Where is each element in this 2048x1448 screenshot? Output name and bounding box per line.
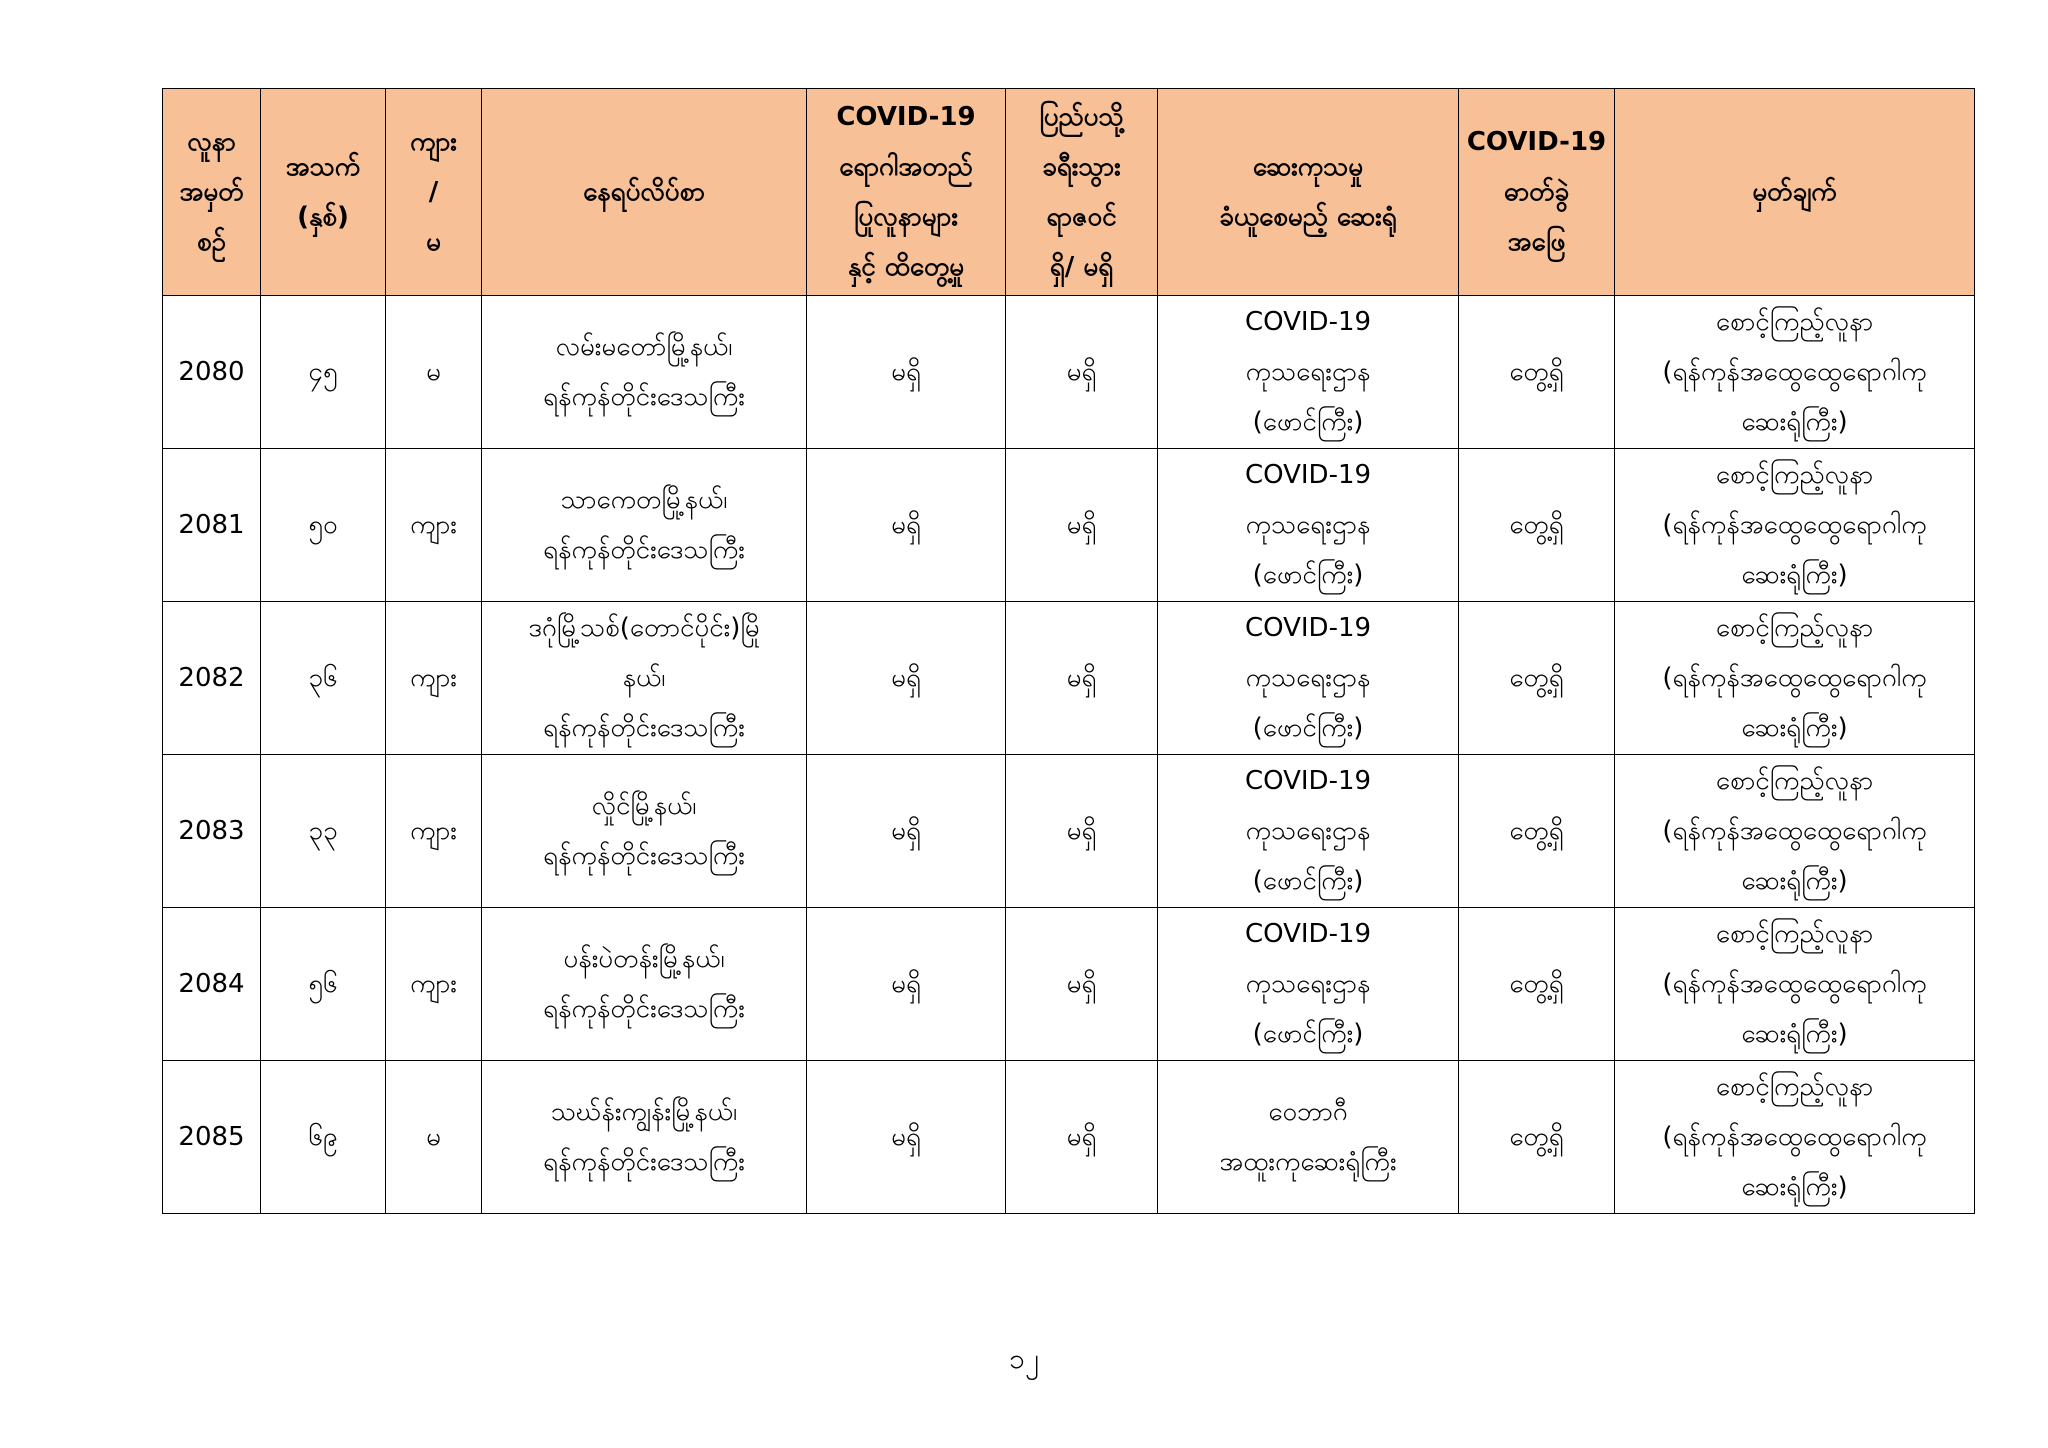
- cell-remarks: စောင့်ကြည့်လူနာ (ရန်ကုန်အထွေထွေရောဂါကု ဆေးရုံကြီး): [1615, 1061, 1975, 1214]
- cell-hospital: COVID-19 ကုသရေးဌာန (ဖောင်ကြီး): [1158, 449, 1459, 602]
- table-header-row: [163, 89, 1975, 296]
- cell-case-number: 2085: [163, 1061, 261, 1214]
- header-sex: ကျား / မ: [386, 89, 482, 296]
- cell-remarks: စောင့်ကြည့်လူနာ (ရန်ကုန်အထွေထွေရောဂါကု ဆေးရုံကြီး): [1615, 449, 1975, 602]
- cell-sex: မ: [386, 1061, 482, 1214]
- cell-travel-history: မရှိ: [1006, 908, 1158, 1061]
- header-hospital: ဆေးကုသမှု ခံယူစေမည့် ဆေးရုံ: [1158, 89, 1459, 296]
- cell-lab-result: တွေ့ရှိ: [1459, 296, 1615, 449]
- cell-case-number: 2082: [163, 602, 261, 755]
- cell-remarks: စောင့်ကြည့်လူနာ (ရန်ကုန်အထွေထွေရောဂါကု ဆေးရုံကြီး): [1615, 908, 1975, 1061]
- cell-lab-result: တွေ့ရှိ: [1459, 1061, 1615, 1214]
- cell-contact: မရှိ: [807, 755, 1006, 908]
- cell-travel-history: မရှိ: [1006, 449, 1158, 602]
- covid-cases-table: [162, 88, 1975, 1214]
- header-remarks: မှတ်ချက်: [1615, 89, 1975, 296]
- cell-hospital: COVID-19 ကုသရေးဌာန (ဖောင်ကြီး): [1158, 602, 1459, 755]
- cell-sex: မ: [386, 296, 482, 449]
- cell-contact: မရှိ: [807, 449, 1006, 602]
- cell-travel-history: မရှိ: [1006, 602, 1158, 755]
- page-number: ၁၂: [1009, 1342, 1039, 1375]
- cell-lab-result: တွေ့ရှိ: [1459, 602, 1615, 755]
- cell-lab-result: တွေ့ရှိ: [1459, 449, 1615, 602]
- header-travel-history: ပြည်ပသို့ ခရီးသွား ရာဇဝင် ရှိ/ မရှိ: [1006, 89, 1158, 296]
- header-age: အသက် (နှစ်): [261, 89, 386, 296]
- cell-address: ဒဂုံမြို့သစ်(တောင်ပိုင်း)မြို နယ်၊ ရန်ကုန်တိုင်းဒေသကြီး: [482, 602, 807, 755]
- cell-age: ၃၃: [261, 755, 386, 908]
- cell-age: ၅၆: [261, 908, 386, 1061]
- header-address: နေရပ်လိပ်စာ: [482, 89, 807, 296]
- cases-table-container: [162, 88, 1974, 1214]
- cell-travel-history: မရှိ: [1006, 755, 1158, 908]
- cell-lab-result: တွေ့ရှိ: [1459, 908, 1615, 1061]
- cell-contact: မရှိ: [807, 602, 1006, 755]
- cell-address: သာကေတမြို့နယ်၊ ရန်ကုန်တိုင်းဒေသကြီး: [482, 449, 807, 602]
- cell-travel-history: မရှိ: [1006, 1061, 1158, 1214]
- cell-age: ၄၅: [261, 296, 386, 449]
- table-row: [163, 908, 1975, 1061]
- cell-remarks: စောင့်ကြည့်လူနာ (ရန်ကုန်အထွေထွေရောဂါကု ဆေးရုံကြီး): [1615, 755, 1975, 908]
- cell-lab-result: တွေ့ရှိ: [1459, 755, 1615, 908]
- cell-hospital: COVID-19 ကုသရေးဌာန (ဖောင်ကြီး): [1158, 908, 1459, 1061]
- cell-sex: ကျား: [386, 602, 482, 755]
- cell-contact: မရှိ: [807, 1061, 1006, 1214]
- table-row: [163, 1061, 1975, 1214]
- cell-case-number: 2084: [163, 908, 261, 1061]
- cell-age: ၆၉: [261, 1061, 386, 1214]
- cell-sex: ကျား: [386, 449, 482, 602]
- cell-age: ၃၆: [261, 602, 386, 755]
- cell-contact: မရှိ: [807, 296, 1006, 449]
- cell-contact: မရှိ: [807, 908, 1006, 1061]
- cell-address: လှိုင်မြို့နယ်၊ ရန်ကုန်တိုင်းဒေသကြီး: [482, 755, 807, 908]
- cell-remarks: စောင့်ကြည့်လူနာ (ရန်ကုန်အထွေထွေရောဂါကု ဆေးရုံကြီး): [1615, 296, 1975, 449]
- table-row: [163, 602, 1975, 755]
- table-row: [163, 449, 1975, 602]
- cell-address: လမ်းမတော်မြို့နယ်၊ ရန်ကုန်တိုင်းဒေသကြီး: [482, 296, 807, 449]
- cell-hospital: COVID-19 ကုသရေးဌာန (ဖောင်ကြီး): [1158, 755, 1459, 908]
- header-case-number: လူနာ အမှတ် စဉ်: [163, 89, 261, 296]
- cell-case-number: 2080: [163, 296, 261, 449]
- cell-hospital: COVID-19 ကုသရေးဌာန (ဖောင်ကြီး): [1158, 296, 1459, 449]
- cell-travel-history: မရှိ: [1006, 296, 1158, 449]
- cell-address: ပန်းပဲတန်းမြို့နယ်၊ ရန်ကုန်တိုင်းဒေသကြီး: [482, 908, 807, 1061]
- cell-hospital: ဝေဘာဂီ အထူးကုဆေးရုံကြီး: [1158, 1061, 1459, 1214]
- cell-age: ၅၀: [261, 449, 386, 602]
- table-row: [163, 755, 1975, 908]
- cell-case-number: 2081: [163, 449, 261, 602]
- cell-remarks: စောင့်ကြည့်လူနာ (ရန်ကုန်အထွေထွေရောဂါကု ဆေးရုံကြီး): [1615, 602, 1975, 755]
- cell-sex: ကျား: [386, 755, 482, 908]
- cell-address: သဃ်န်းကျွန်းမြို့နယ်၊ ရန်ကုန်တိုင်းဒေသကြီး: [482, 1061, 807, 1214]
- table-row: [163, 296, 1975, 449]
- header-contact: COVID-19 ရောဂါအတည် ပြုလူနာများ နှင့် ထိတွေ့မှု: [807, 89, 1006, 296]
- cell-sex: ကျား: [386, 908, 482, 1061]
- header-lab-result: COVID-19 ဓာတ်ခွဲ အဖြေ: [1459, 89, 1615, 296]
- cell-case-number: 2083: [163, 755, 261, 908]
